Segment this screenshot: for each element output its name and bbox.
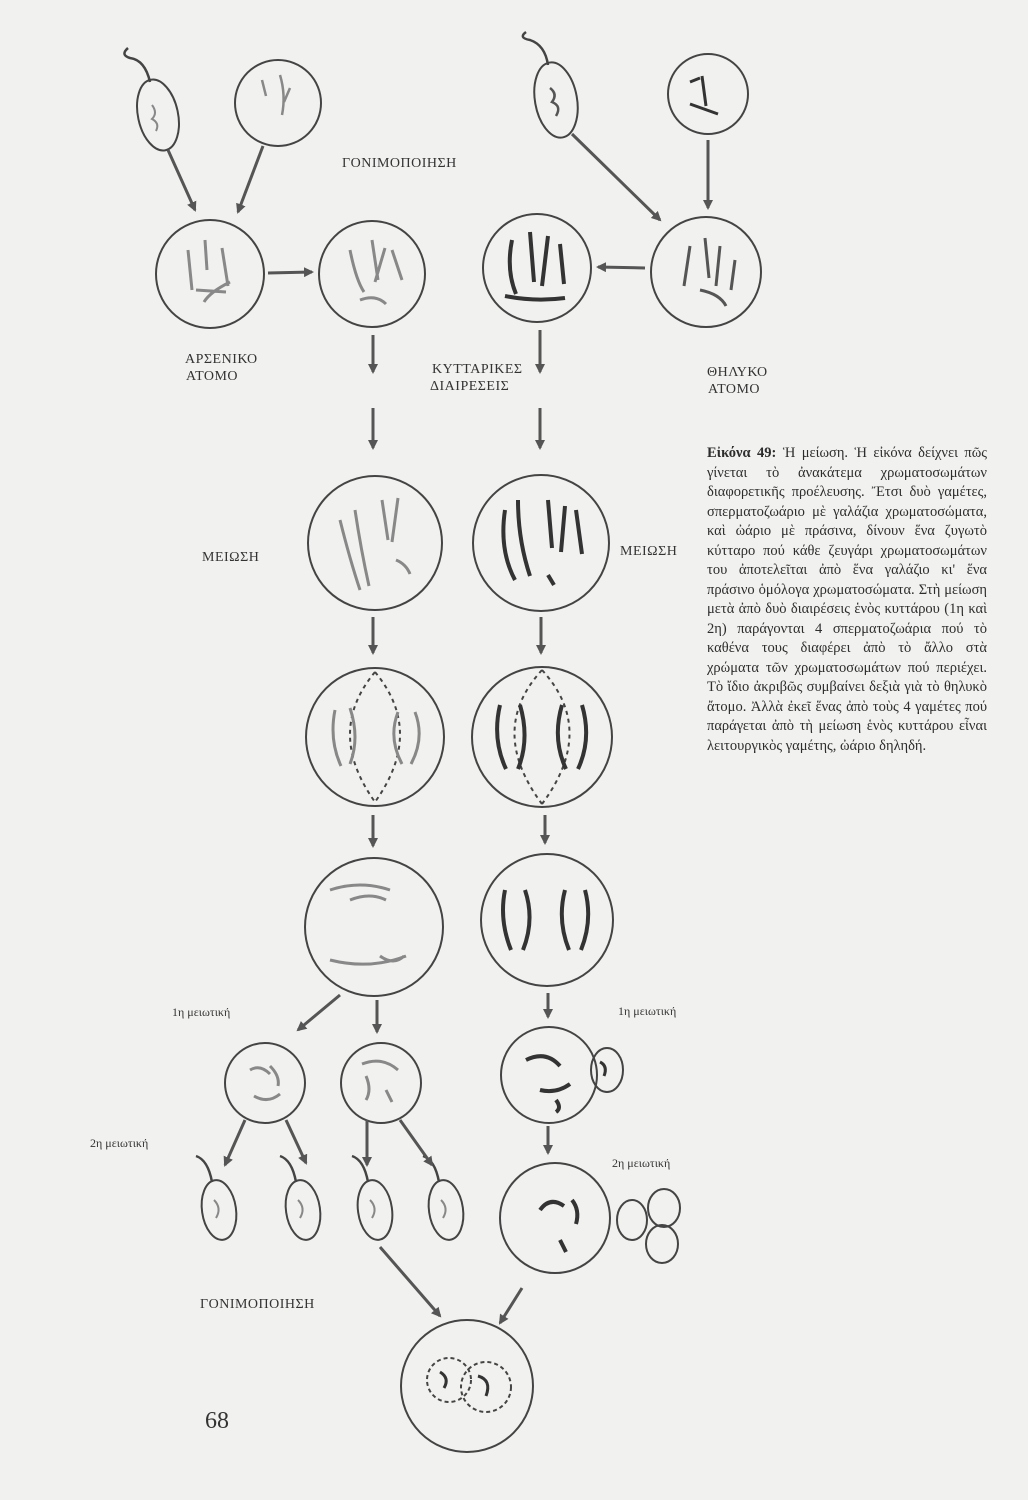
label-male-individual-line1: ΑΡΣΕΝΙΚΟ [185, 352, 258, 367]
arrow-male-to-sperm-1 [225, 1120, 245, 1165]
meiosis-female-cell1 [473, 475, 609, 611]
sperm-product-4 [423, 1156, 467, 1242]
sperm-product-1 [196, 1156, 240, 1242]
female-daughter-cell [501, 1027, 597, 1123]
anaphase-male-cell [305, 858, 443, 996]
arrow-ovum-to-final-zygote [500, 1288, 522, 1323]
caption-title: Εἰκόνα 49: [707, 445, 777, 461]
cell-male-prophase [319, 221, 425, 327]
zygote-male [156, 220, 264, 328]
egg-female-top [668, 54, 748, 134]
polar-bodies-2 [617, 1189, 680, 1263]
anaphase-female-cell [481, 854, 613, 986]
arrow-female-zygote-left [598, 267, 645, 268]
zygote-female [651, 217, 761, 327]
caption-text: Ἡ μείωση. Ἡ εἰκόνα δείχνει πῶς γίνεται τὸ ἀνακάτεμα χρωματοσωμάτων διαφορετικῆς προέλευσης. Ἔτσι δυὸ γαμέτες, σπερματοζωάριο μὲ γαλάζια χρωματοσώματα, καὶ ὠάριο μὲ πράσινα, δίνουν ἕνα ζυγωτὸ κύτταρο πού κάθε ζευγάρι χρωματοσωμάτων του ἀποτελεῖται ἀπὸ ἕνα γαλάζιο κι' ἕνα πράσινο ὁμόλογα χρωματοσώματα. Στὴ μείωση μετὰ ἀπὸ δυὸ διαιρέσεις ἑνὸς κυττάρου (1η καὶ 2η) παράγονται 4 σπερματοζωάρια πού τὸ καθένα τους διαφέρει ἀπὸ τὸ ἄλλο στὰ χρώματα τῶν χρωματοσωμάτων πού περιέχει. Τὸ ἴδιο ἀκριβῶς συμβαίνει δεξιὰ γιὰ τὸ θηλυκὸ ἄτομο. Ἀλλὰ ἐκεῖ ἕνας ἀπὸ τοὺς 4 γαμέτες πού παράγεται ἀπὸ τὴ μείωση ἑνὸς κυττάρου εἶναι λειτουργικὸς γαμέτης, ὠάριο δηληδή. [707, 445, 988, 754]
arrow-sperm-to-male-zygote [168, 150, 195, 210]
label-female-individual-line2: ΑΤΟΜΟ [708, 382, 761, 397]
cell-female-prophase [483, 214, 591, 322]
label-fertilization-top: ΓΟΝΙΜΟΠΟΙΗΣΗ [342, 156, 457, 171]
metaphase-male-cell [306, 668, 444, 806]
final-zygote [401, 1320, 533, 1452]
label-male-individual-line2: ΑΤΟΜΟ [186, 369, 239, 384]
label-second-meiotic-left: 2η μειωτική [90, 1136, 149, 1150]
page-number: 68 [205, 1408, 229, 1434]
arrow-male-zygote-right [268, 272, 312, 273]
label-female-individual-line1: ΘΗΛΥΚΟ [707, 365, 768, 380]
arrow-male-to-sperm-4 [400, 1120, 432, 1165]
sperm-product-2 [280, 1156, 324, 1242]
label-fertilization-bottom: ΓΟΝΙΜΟΠΟΙΗΣΗ [200, 1297, 315, 1312]
label-meiosis-right: ΜΕΙΩΣΗ [620, 544, 678, 559]
figure-caption [707, 444, 987, 756]
metaphase-female-cell [472, 667, 612, 807]
label-second-meiotic-right: 2η μειωτική [612, 1156, 671, 1170]
ovum-cell [500, 1163, 610, 1273]
sperm-product-3 [352, 1156, 396, 1242]
egg-male-top [235, 60, 321, 146]
male-daughter-cell-right [341, 1043, 421, 1123]
male-daughter-cell-left [225, 1043, 305, 1123]
sperm-female-top [523, 32, 583, 141]
arrow-egg-to-male-zygote [238, 146, 263, 212]
label-first-meiotic-right: 1η μειωτική [618, 1004, 677, 1018]
arrow-male-to-sperm-2 [286, 1120, 306, 1163]
label-cell-divisions-line2: ΔΙΑΙΡΕΣΕΙΣ [430, 379, 510, 394]
arrow-male-split-left [298, 995, 340, 1030]
meiosis-male-cell1 [308, 476, 442, 610]
sperm-male-top [124, 48, 185, 154]
label-first-meiotic-left: 1η μειωτική [172, 1005, 231, 1019]
arrow-sperm-to-female-zygote [572, 134, 660, 220]
label-meiosis-left: ΜΕΙΩΣΗ [202, 550, 260, 565]
label-cell-divisions-line1: ΚΥΤΤΑΡΙΚΕΣ [432, 362, 523, 377]
arrow-sperm-to-final-zygote [380, 1247, 440, 1316]
